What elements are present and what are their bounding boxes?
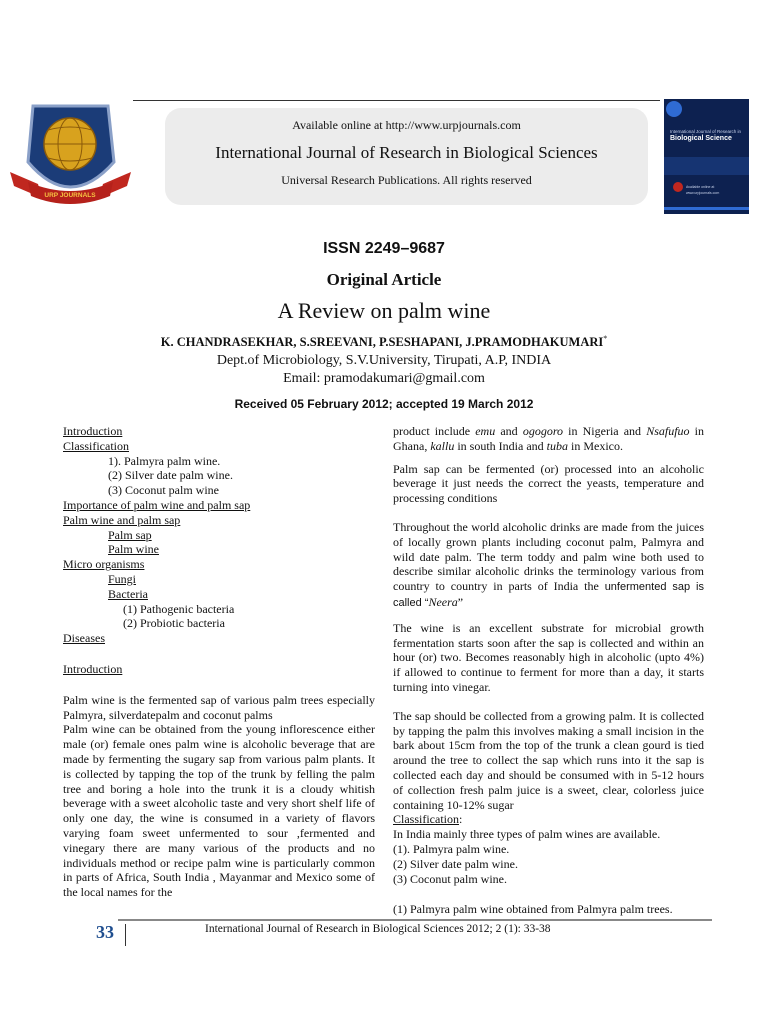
terminology-paragraph [393,520,704,611]
local-names-paragraph [393,424,704,454]
left-column [63,424,375,900]
toc-class-1: 1). Palmyra palm wine. [108,453,221,468]
text-run: unfermented sap is called “ [393,581,705,609]
email: Email: pramodakumari@gmail.com [283,371,485,386]
cover-line-1: International Journal of Research in [670,129,742,134]
author-names: K. CHANDRASEKHAR, S.SREEVANI, P.SESHAPANI, J.PRAMODHAKUMARI [160,335,604,350]
intro-heading: Introduction [63,661,123,676]
intro-paragraph-2: Palm wine can be obtained from the young inflorescence either male (or) female ones palm wine is alcoholic beverage that are made by fermenting the sugary sap from various palm plants. It is collected by tapping the top of the trunk by felling the palm tree and boring a hole into the trunk it is a cloudy whitish beverage with a sweet alcoholic taste and very short shelf life of only one day, the wine is consumed in a variety of flavors varying foam sweet unfermented to sour ,fermented and vinegary there are many various of the products and no individuals method or recipe palm wine is particularly common in parts of Africa, South India , Mayanmar and Mexico some of the local names for the [63,722,375,900]
text-run: in south India and [457,438,544,453]
intro-paragraph-1: Palm wine is the fermented sap of various palm trees especially Palmyra, silverdatepalm and coconut palms [63,692,375,722]
toc-bact-2: (2) Probiotic bacteria [123,616,225,631]
text-run: in Mexico. [571,438,623,453]
toc-classification[interactable]: Classification [63,438,129,453]
rights-line: Universal Research Publications. All rights reserved [281,173,532,187]
toc-wine-and-sap[interactable]: Palm wine and palm sap [63,512,181,527]
type-3: (3) Coconut palm wine. [393,871,507,886]
journal-name: International Journal of Research in Biological Sciences [215,143,598,162]
toc-bacteria[interactable]: Bacteria [108,586,148,601]
palmyra-paragraph: (1) Palmyra palm wine obtained from Palmyra palm trees. [393,902,673,917]
classification-heading-line [393,812,704,827]
footer-citation: International Journal of Research in Biological Sciences 2012; 2 (1): 33-38 [205,923,551,935]
fermentation-paragraph: Palm sap can be fermented (or) processed into an alcoholic beverage it just needs the correct the yeasts, temperature and processing conditions [393,461,704,506]
text-run: in Ghana, [393,424,704,453]
toc-importance[interactable]: Importance of palm wine and palm sap [63,497,251,512]
text-run: ” [457,594,464,609]
type-2: (2) Silver date palm wine. [393,856,518,871]
logo-text: URP JOURNALS [44,192,96,199]
text-run: product include [393,424,471,438]
collection-paragraph: The sap should be collected from a growing palm. It is collected by tapping the palm this involves making a small incision in the bark about 15cm from the top of the trunk a clean gourd is tied around the tree to collect the sap which runs into it the sap is collected each day and should be consumed with in 5-12 hours of collection fresh palm juice is a sweet, clear, colorless juice containing 10-12% sugar [393,708,704,812]
term-ogogoro: ogogoro [522,424,564,438]
type-1: (1). Palmyra palm wine. [393,841,510,856]
term-neera: Neera [428,594,458,609]
authors [0,334,768,350]
toc-palm-wine[interactable]: Palm wine [108,542,159,557]
urp-journals-logo [8,100,133,215]
toc-micro-organisms[interactable]: Micro organisms [63,557,145,572]
term-nsafufuo: Nsafufuo [646,424,690,438]
toc-palm-sap[interactable]: Palm sap [108,527,152,542]
text-run: and [500,424,518,438]
term-kallu: kallu [430,438,455,453]
article-title: A Review on palm wine [277,298,491,323]
term-emu: emu [475,424,496,438]
toc-fungi[interactable]: Fungi [108,571,137,586]
received-dates: Received 05 February 2012; accepted 19 March 2012 [234,397,534,411]
journal-cover-thumbnail [664,99,749,214]
page-number-separator [125,924,126,946]
corresponding-mark: * [603,334,608,343]
toc-class-2: (2) Silver date palm wine. [108,468,233,483]
toc-bact-1: (1) Pathogenic bacteria [123,601,235,616]
header-rule [133,100,660,101]
footer-rule [118,919,712,921]
classification-heading: Classification [393,812,459,827]
cover-title: Biological Science [670,135,732,142]
text-run: Throughout the world alcoholic drinks are made from the juices of locally grown plants including coconut palm, Palmyra and wild date palm. The term toddy and palm wine both used to describe similar alcoholic drinks the terminology various from country to country in parts of India the [393,519,704,594]
term-tuba: tuba [546,438,568,453]
toc-diseases[interactable]: Diseases [63,631,105,646]
types-intro: In India mainly three types of palm wines are available. [393,827,661,842]
article-type: Original Article [326,270,442,289]
substrate-paragraph: The wine is an excellent substrate for microbial growth fermentation starts soon after the sap is collected and within an hour (or) two. Becomes reasonably high in alcoholic (upto 4%) if allowed to continue to ferment for more than a day, it starts turning into vinegar. [393,620,704,694]
cover-line-3: Available online at [686,185,715,189]
affiliation: Dept.of Microbiology, S.V.University, Tirupati, A.P, INDIA [216,353,552,368]
text-run: : [459,812,463,827]
issn: ISSN 2249–9687 [323,240,445,257]
toc-class-3: (3) Coconut palm wine [108,483,219,498]
toc-introduction[interactable]: Introduction [63,424,123,438]
cover-line-4: www.urpjournals.com [686,191,720,195]
page-number: 33 [96,922,114,942]
availability-line: Available online at http://www.urpjournals.com [292,118,521,132]
text-run: in Nigeria and [568,424,642,438]
right-column [393,424,704,917]
